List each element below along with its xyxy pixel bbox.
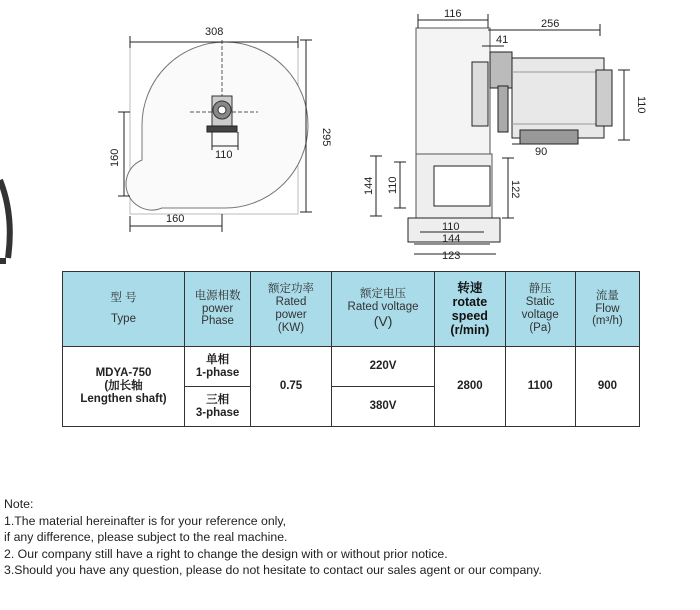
dim-motor-height-label: 110: [635, 96, 647, 114]
technical-drawings: [0, 0, 700, 265]
dim-bottom-110-label: 110: [442, 221, 460, 233]
dim-top-right-label: 256: [541, 18, 560, 30]
cell-voltage-single: 220V: [331, 347, 434, 387]
cell-phase-single: 单相 1-phase: [185, 347, 251, 387]
dim-right-122-label: 122: [509, 180, 521, 199]
spec-table: [62, 271, 640, 427]
header-speed: 转速 rotate speed (r/min): [435, 272, 505, 347]
header-power: 额定功率 Rated power (KW): [251, 272, 332, 347]
header-flow: 流量 Flow (m³/h): [575, 272, 639, 347]
header-phase: 电源相数 power Phase: [185, 272, 251, 347]
dim-bottom-label: 160: [166, 213, 185, 225]
dim-top-left-label: 116: [444, 8, 462, 20]
header-voltage: 额定电压 Rated voltage (V): [331, 272, 434, 347]
dim-height-label: 295: [320, 128, 332, 147]
notes-title: Note:: [4, 497, 34, 511]
note-line: if any difference, please subject to the real machine.: [4, 530, 288, 544]
dim-left-144-label: 144: [363, 176, 375, 195]
table-header-row: [63, 272, 640, 347]
dim-motor-base-label: 90: [535, 146, 548, 158]
cell-phase-three: 三相 3-phase: [185, 387, 251, 427]
header-pressure: 静压 Static voltage (Pa): [505, 272, 575, 347]
note-line: 3.Should you have any question, please do not hesitate to contact our sales agent or our company.: [4, 563, 542, 577]
note-line: 2. Our company still have a right to change the design with or without prior notice.: [4, 546, 448, 561]
cell-pressure: 1100: [505, 347, 575, 427]
cell-speed: 2800: [435, 347, 505, 427]
dim-bottom-144-label: 144: [442, 233, 461, 245]
dim-bottom-123-label: 123: [442, 250, 461, 262]
cell-voltage-three: 380V: [331, 387, 434, 427]
header-type: 型 号 Type: [63, 272, 185, 347]
dim-shaft-label: 110: [215, 149, 233, 161]
partial-edge-object: [0, 180, 10, 264]
dim-step-label: 41: [496, 34, 509, 46]
notes-section: [4, 496, 542, 579]
cell-flow: 900: [575, 347, 639, 427]
cell-model: MDYA-750 (加长轴 Lengthen shaft): [63, 347, 185, 427]
cell-power: 0.75: [251, 347, 332, 427]
dim-left-110-label: 110: [387, 176, 399, 194]
dim-left-height-label: 160: [109, 148, 121, 167]
dim-width-label: 308: [205, 26, 224, 38]
note-line: 1.The material hereinafter is for your reference only,: [4, 513, 287, 528]
table-row: [63, 347, 640, 387]
front-view-drawing: [118, 36, 312, 232]
side-view-drawing: [370, 14, 630, 254]
